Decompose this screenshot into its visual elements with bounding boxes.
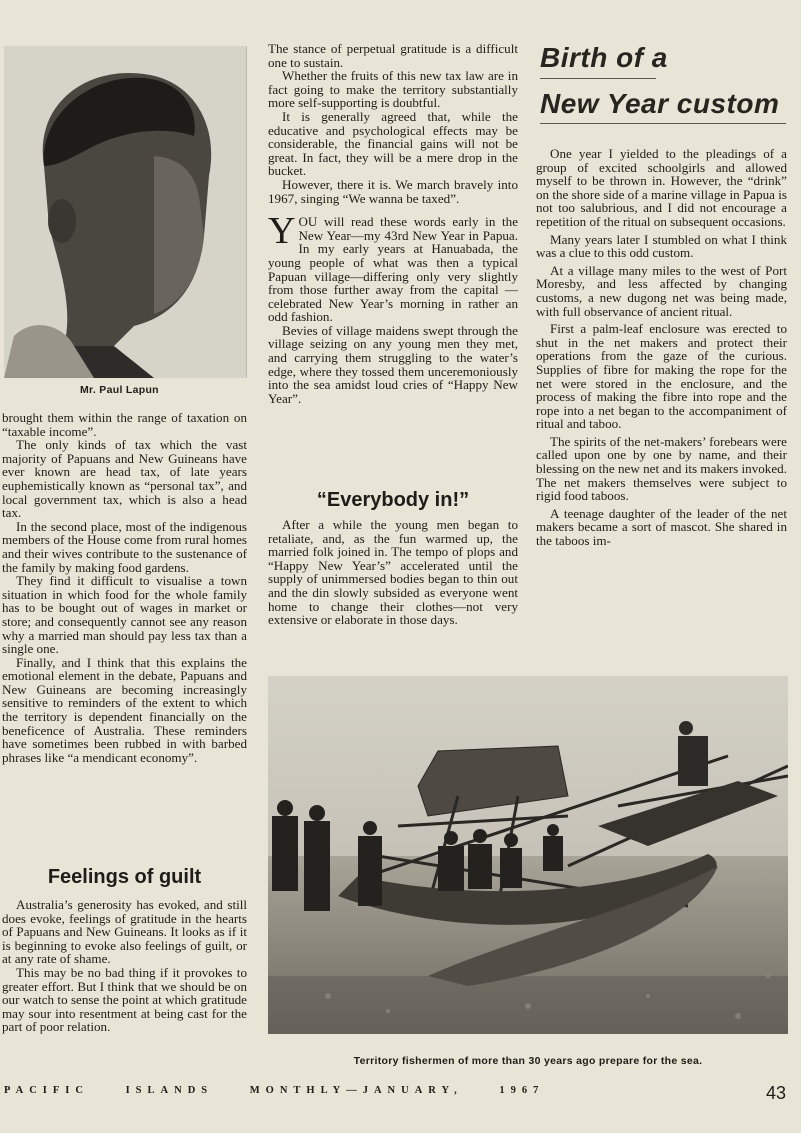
paragraph: brought them within the range of taxation on “taxable income”. — [2, 410, 247, 439]
paragraph: This may be no bad thing if it provokes to greater effort. But I think that we should be on our watch to sense the point at which gratitude may sour into resentment at being cast for the part of poor relation. — [2, 964, 247, 1035]
paragraph: However, there it is. We march bravely into 1967, singing “We wanna be taxed”. — [268, 176, 518, 206]
headline-line-2: New Year custom — [540, 88, 780, 119]
paragraph: A teenage daughter of the leader of the net makers became a sort of mascot. She shared in the taboos im- — [536, 505, 787, 549]
paragraph: The stance of perpetual gratitude is a difficult one to sustain. — [268, 41, 518, 70]
paragraph: Finally, and I think that this explains the emotional element in the debate, Papuans and New Guineans are becoming increasingly sensitive to reminders of the extent to which the territory is dependent financially on the beneficence of Australia. These reminders have sometimes been rubbed in with barbed phrases like “a mendicant economy”. — [2, 654, 247, 765]
headline-rule — [540, 123, 786, 124]
column-1 — [2, 411, 247, 764]
drop-cap: Y — [268, 210, 296, 253]
paragraph: Australia’s generosity has evoked, and still does evoke, feelings of gratitude in the hearts of Papuans and New Guineans. It looks as if it is beginning to evoke also feelings of guilt, or at any rate of shame. — [2, 897, 247, 967]
paragraph: After a while the young men began to retaliate, and, as the fun warmed up, the married folk joined in. The tempo of plops and “Happy New Year’s” accelerated until the supply of unimmersed bodies began to thin out and the din slowly subsided as everyone went home to change their clothes—not very extensive or elaborate in those days. — [268, 517, 518, 628]
subheading-everybody-in: “Everybody in!” — [316, 489, 470, 511]
column-2 — [268, 42, 518, 405]
canoe-photo — [268, 676, 788, 1034]
column-2-bottom — [268, 518, 518, 627]
paragraph: Many years later I stumbled on what I think was a clue to this odd custom. — [536, 231, 787, 261]
column-1-bottom — [2, 898, 247, 1034]
canoe-caption: Territory fishermen of more than 30 years ago prepare for the sea. — [353, 1055, 703, 1067]
paragraph: It is generally agreed that, while the educative and psychological effects may be considerable, the financial gains will not be great. In fact, they will be a mere drop in the bucket. — [268, 108, 518, 179]
page-footer-magazine: PACIFIC ISLANDS MONTHLY—JANUARY, 1967 — [4, 1085, 545, 1096]
headline-line-1: Birth of a — [540, 42, 668, 73]
portrait-photo — [4, 46, 247, 378]
page-number: 43 — [766, 1083, 787, 1103]
paragraph: Whether the fruits of this new tax law are in fact going to make the territory substantially more self-supporting is doubtful. — [268, 68, 518, 111]
paragraph: First a palm-leaf enclosure was erected to shut in the net makers and protect their operations from the gaze of the curious. Supplies of fibre for making the rope for the net were stored in the enclosure, and the process of making the fibre into rope and the rope into a net began to the accompaniment of ritual and taboo. — [536, 321, 787, 432]
portrait-caption: Mr. Paul Lapun — [80, 384, 159, 396]
paragraph: In the second place, most of the indigenous members of the House come from rural homes and their wives contribute to the sustenance of the family by making food gardens. — [2, 518, 247, 575]
paragraph-text: OU will read these words early in the New Year—my 43rd New Year in Papua. In my early years at Hanuabada, the young people of what was then a typical Papuan village—differing only very slightly from those further away from the capital — celebrated New Year’s morning in rather an odd fashion. — [268, 214, 518, 325]
subheading-feelings-of-guilt: Feelings of guilt — [47, 866, 202, 888]
paragraph: They find it difficult to visualise a town situation in which food for the whole family has to be bought out of wages in market or store; and consequently cannot see any reason why a married man should pay less tax than a single one. — [2, 573, 247, 657]
paragraph: Bevies of village maidens swept through the village seizing on any young men they met, and carrying them struggling to the water’s edge, where they tossed them unceremoniously into the sea amidst loud cries of “Happy New Year”. — [268, 322, 518, 406]
paragraph: One year I yielded to the pleadings of a group of excited schoolgirls and allowed myself to be thrown in. However, the “drink” on the shore side of a marine village in Papua is not too salubrious, and I did not encourage a repetition of the ritual on subsequent occasions. — [536, 146, 787, 229]
headline-rule — [540, 78, 656, 79]
column-3 — [536, 147, 787, 548]
paragraph: At a village many miles to the west of Port Moresby, and less affected by changing customs, a new dugong net was being made, with full observance of ancient ritual. — [536, 262, 787, 319]
paragraph: The only kinds of tax which the vast majority of Papuans and New Guineans have ever known are head tax, of late years euphemistically known as “personal tax”, and local government tax, which is also a head tax. — [2, 437, 247, 521]
dropcap-paragraph — [268, 210, 518, 325]
paragraph: The spirits of the net-makers’ forebears were called upon one by one by name, and their blessing on the new net and its makers invoked. The net makers themselves were subject to rigid food taboos. — [536, 433, 787, 504]
